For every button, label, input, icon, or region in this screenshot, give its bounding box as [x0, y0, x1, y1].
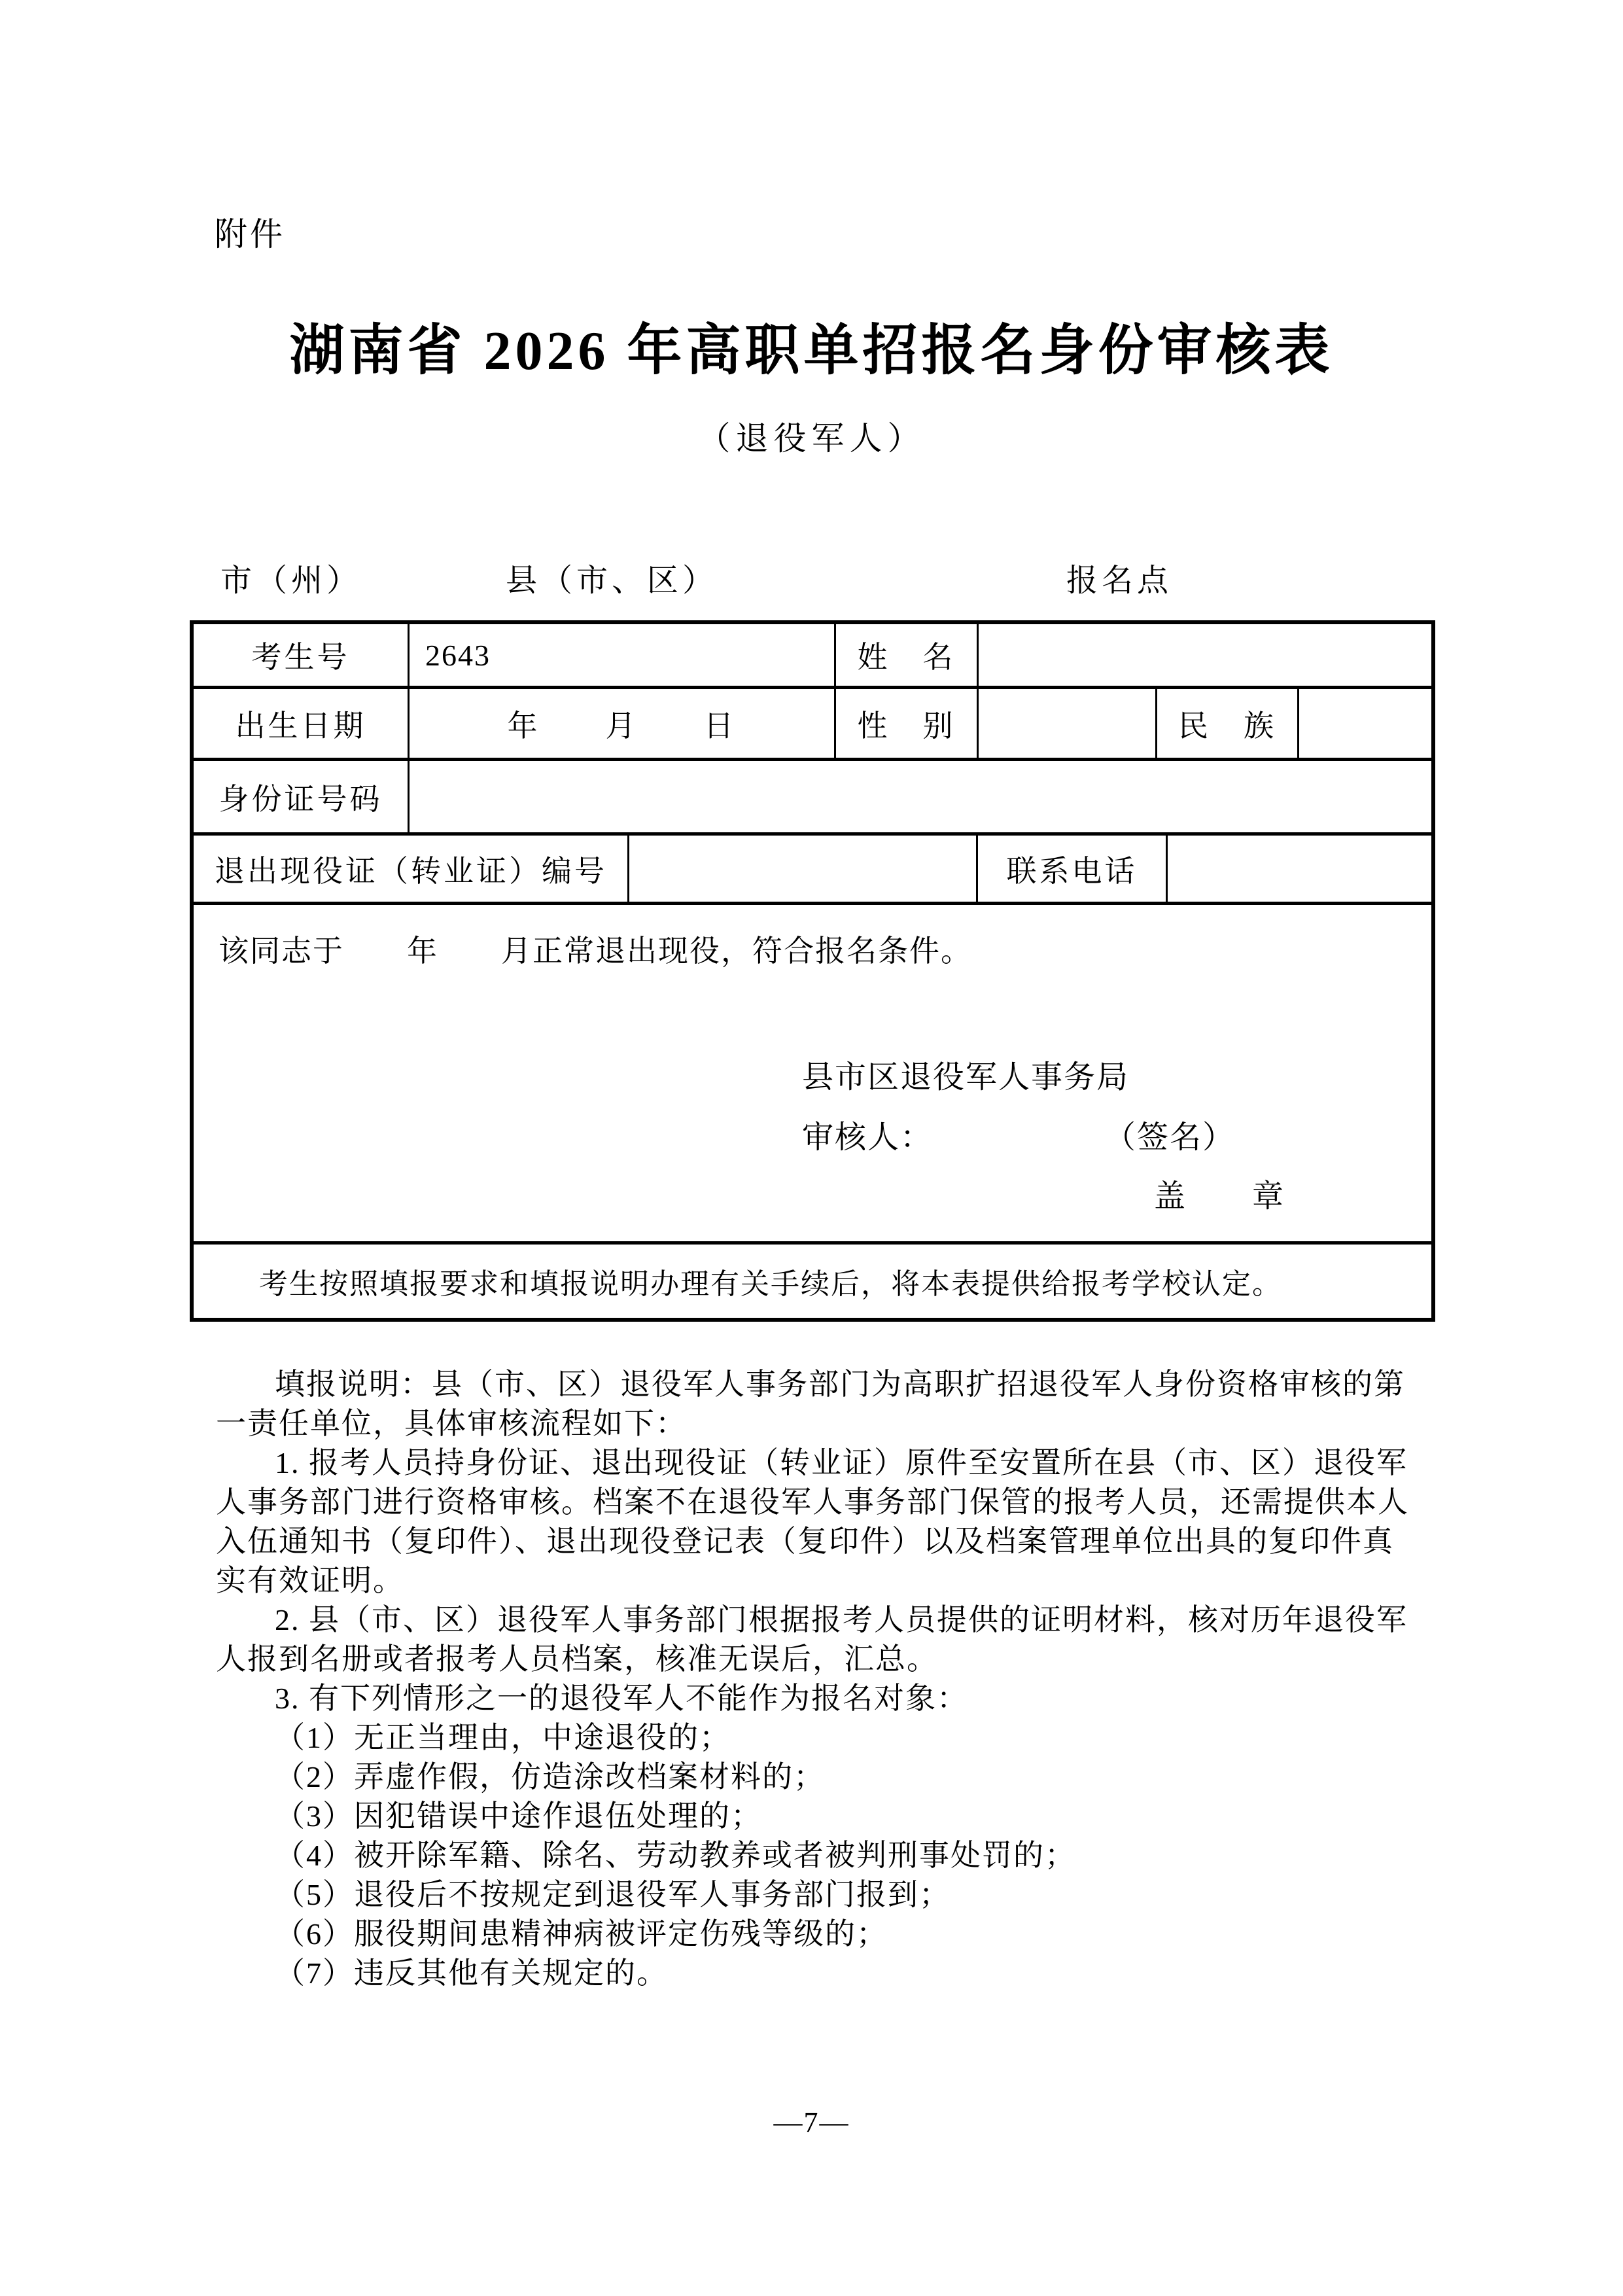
table-row-statement — [194, 905, 1431, 1245]
table-row-id-number — [194, 761, 1431, 836]
gender-label: 性 别 — [836, 689, 979, 758]
instruction-line: （5）退役后不按规定到退役军人事务部门报到； — [275, 1878, 951, 1911]
discharge-statement: 该同志于 年 月正常退出现役，符合报名条件。 — [218, 934, 972, 968]
instruction-line: 人报到名册或者报考人员档案，核准无误后，汇总。 — [216, 1642, 938, 1676]
name-value — [979, 624, 1431, 686]
county-district-label: 县（市、区） — [506, 563, 718, 598]
instruction-line: 填报说明：县（市、区）退役军人事务部门为高职扩招退役军人身份资格审核的第 — [275, 1368, 1405, 1401]
instruction-line: （7）违反其他有关规定的。 — [275, 1956, 668, 1990]
registration-site-label: 报名点 — [1066, 563, 1173, 598]
document-subtitle: （退役军人） — [697, 420, 926, 457]
document-title: 湖南省 2026 年高职单招报名身份审核表 — [289, 321, 1334, 381]
instruction-line: 1. 报考人员持身份证、退出现役证（转业证）原件至安置所在县（市、区）退役军 — [275, 1446, 1408, 1479]
table-row-birth — [194, 689, 1431, 761]
instruction-line: 一责任单位，具体审核流程如下： — [216, 1407, 687, 1440]
id-number-label: 身份证号码 — [194, 761, 410, 832]
attachment-label: 附件 — [215, 216, 285, 253]
table-row-exam-no — [194, 624, 1431, 689]
instruction-line: （4）被开除军籍、除名、劳动教养或者被判刑事处罚的； — [275, 1839, 1076, 1872]
name-label: 姓 名 — [836, 624, 979, 686]
city-prefecture-label: 市（州） — [220, 563, 362, 598]
table-row-note — [194, 1245, 1431, 1318]
instruction-line: （1）无正当理由，中途退役的； — [275, 1721, 731, 1754]
veterans-bureau-line: 县市区退役军人事务局 — [802, 1060, 1130, 1095]
id-number-value — [410, 761, 1431, 832]
instruction-line: 3. 有下列情形之一的退役军人不能作为报名对象： — [275, 1682, 968, 1715]
discharge-cert-label: 退出现役证（转业证）编号 — [194, 836, 629, 902]
ethnicity-label: 民 族 — [1157, 689, 1299, 758]
exam-no-label: 考生号 — [194, 624, 410, 686]
birth-date-value: 年 月 日 — [410, 689, 836, 758]
phone-value — [1168, 836, 1431, 902]
signature-hint: （签名） — [1104, 1120, 1236, 1155]
page-number: —7— — [773, 2106, 850, 2138]
instruction-line: 实有效证明。 — [216, 1564, 404, 1597]
instruction-line: （2）弄虚作假，仿造涂改档案材料的； — [275, 1760, 825, 1793]
seal-label: 盖 章 — [1154, 1179, 1285, 1214]
instruction-line: 入伍通知书（复印件）、退出现役登记表（复印件）以及档案管理单位出具的复印件真 — [216, 1525, 1394, 1558]
auditor-label: 审核人： — [802, 1120, 934, 1155]
filling-instructions — [216, 1365, 1409, 1993]
gender-value — [979, 689, 1157, 758]
instruction-line: 人事务部门进行资格审核。档案不在退役军人事务部门保管的报考人员，还需提供本人 — [216, 1485, 1409, 1519]
instruction-line: 2. 县（市、区）退役军人事务部门根据报考人员提供的证明材料，核对历年退役军 — [275, 1603, 1408, 1636]
exam-no-value: 2643 — [410, 624, 836, 686]
discharge-cert-value — [629, 836, 978, 902]
birth-date-label: 出生日期 — [194, 689, 410, 758]
identity-review-table — [190, 620, 1435, 1322]
phone-label: 联系电话 — [978, 836, 1168, 902]
candidate-note: 考生按照填报要求和填报说明办理有关手续后，将本表提供给报考学校认定。 — [259, 1268, 1282, 1300]
ethnicity-value — [1299, 689, 1431, 758]
instruction-line: （3）因犯错误中途作退伍处理的； — [275, 1799, 762, 1833]
table-row-discharge-cert — [194, 836, 1431, 905]
instruction-line: （6）服役期间患精神病被评定伤残等级的； — [275, 1917, 888, 1951]
